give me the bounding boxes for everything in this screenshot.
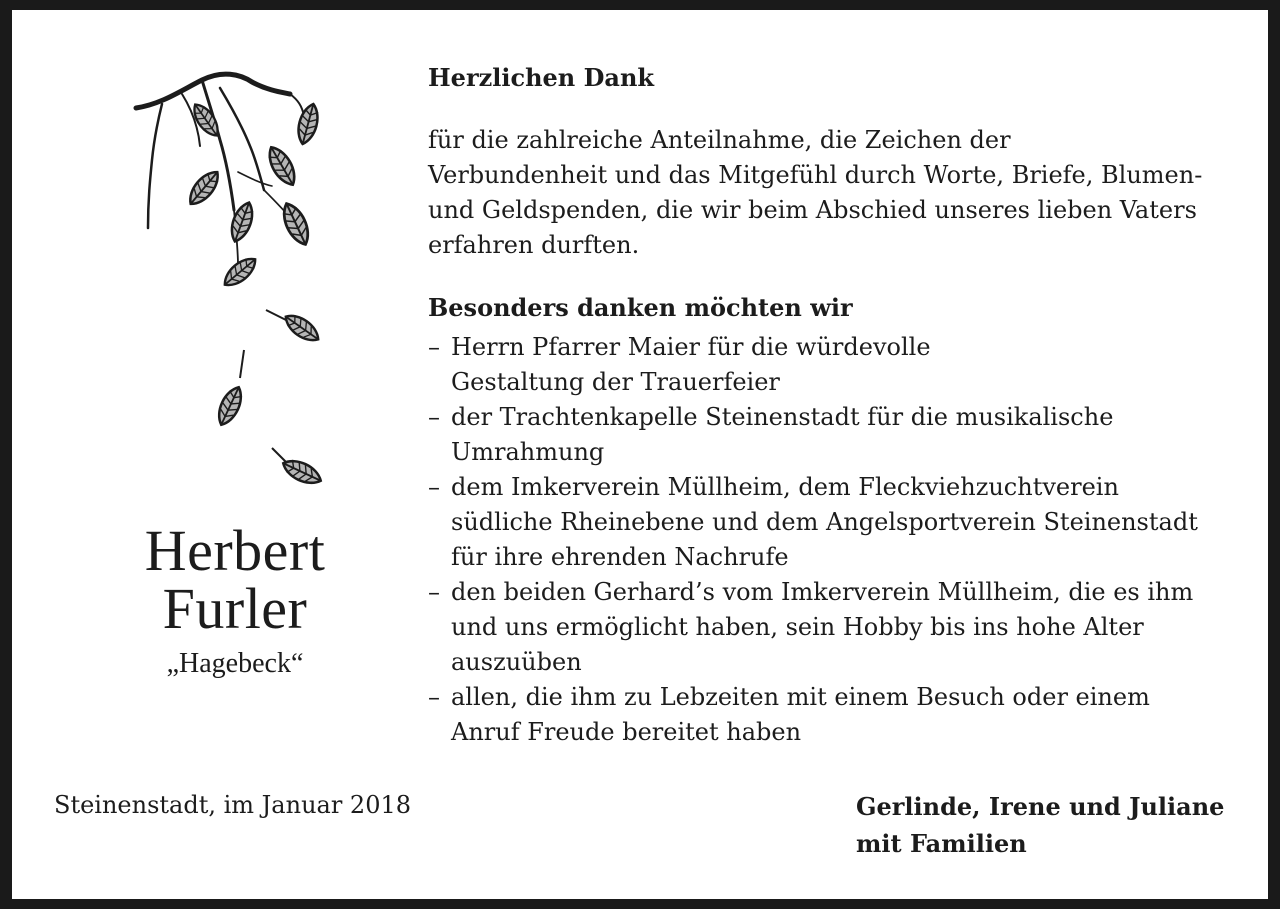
thanks-line: den beiden Gerhard’s vom Imkerverein Müllheim, die es ihm [451, 578, 1194, 606]
thanks-line: und uns ermöglicht haben, sein Hobby bis ins hohe Alter [451, 613, 1144, 641]
thanks-item [428, 400, 1238, 470]
signer-line: mit Familien [856, 829, 1027, 858]
thanks-line: südliche Rheinebene und dem Angelsportverein Steinenstadt [451, 508, 1198, 536]
thanks-item [428, 680, 1238, 750]
intro-line: erfahren durften. [428, 231, 640, 259]
thanks-heading: Besonders danken möchten wir [428, 293, 853, 322]
first-name: Herbert [144, 518, 326, 583]
thanks-line: auszuüben [451, 648, 582, 676]
thanks-line: Gestaltung der Trauerfeier [451, 368, 780, 396]
thanks-line: Herrn Pfarrer Maier für die würdevolle [451, 333, 931, 361]
intro-line: Verbundenheit und das Mitgefühl durch Worte, Briefe, Blumen- [428, 161, 1203, 189]
place-date: Steinenstadt, im Januar 2018 [54, 791, 412, 819]
thanks-line: Umrahmung [451, 438, 605, 466]
thanks-line: für ihre ehrenden Nachrufe [451, 543, 789, 571]
intro-paragraph [428, 123, 1238, 263]
heading: Herzlichen Dank [428, 63, 655, 92]
thanks-line: Anruf Freude bereitet haben [451, 718, 802, 746]
signers [856, 788, 1246, 862]
thanks-line: allen, die ihm zu Lebzeiten mit einem Besuch oder einem [451, 683, 1150, 711]
dash: – [428, 403, 440, 431]
thanks-item [428, 330, 1238, 400]
dash: – [428, 473, 440, 501]
thank-you-text [428, 60, 1238, 750]
dash: – [428, 683, 440, 711]
intro-line: und Geldspenden, die wir beim Abschied unseres lieben Vaters [428, 196, 1197, 224]
last-name: Furler [162, 576, 308, 641]
dash: – [428, 578, 440, 606]
thanks-line: dem Imkerverein Müllheim, dem Fleckviehzuchtverein [451, 473, 1119, 501]
signer-line: Gerlinde, Irene und Juliane [856, 792, 1225, 821]
thanks-item [428, 470, 1238, 575]
thanks-item [428, 575, 1238, 680]
obituary-card [12, 10, 1268, 899]
nickname: „Hagebeck“ [166, 648, 304, 679]
deceased-name-block [52, 518, 418, 680]
dash: – [428, 333, 440, 361]
birch-branch-leaves-icon [122, 60, 342, 500]
thanks-list [428, 330, 1238, 750]
thanks-line: der Trachtenkapelle Steinenstadt für die musikalische [451, 403, 1114, 431]
intro-line: für die zahlreiche Anteilnahme, die Zeichen der [428, 126, 1011, 154]
